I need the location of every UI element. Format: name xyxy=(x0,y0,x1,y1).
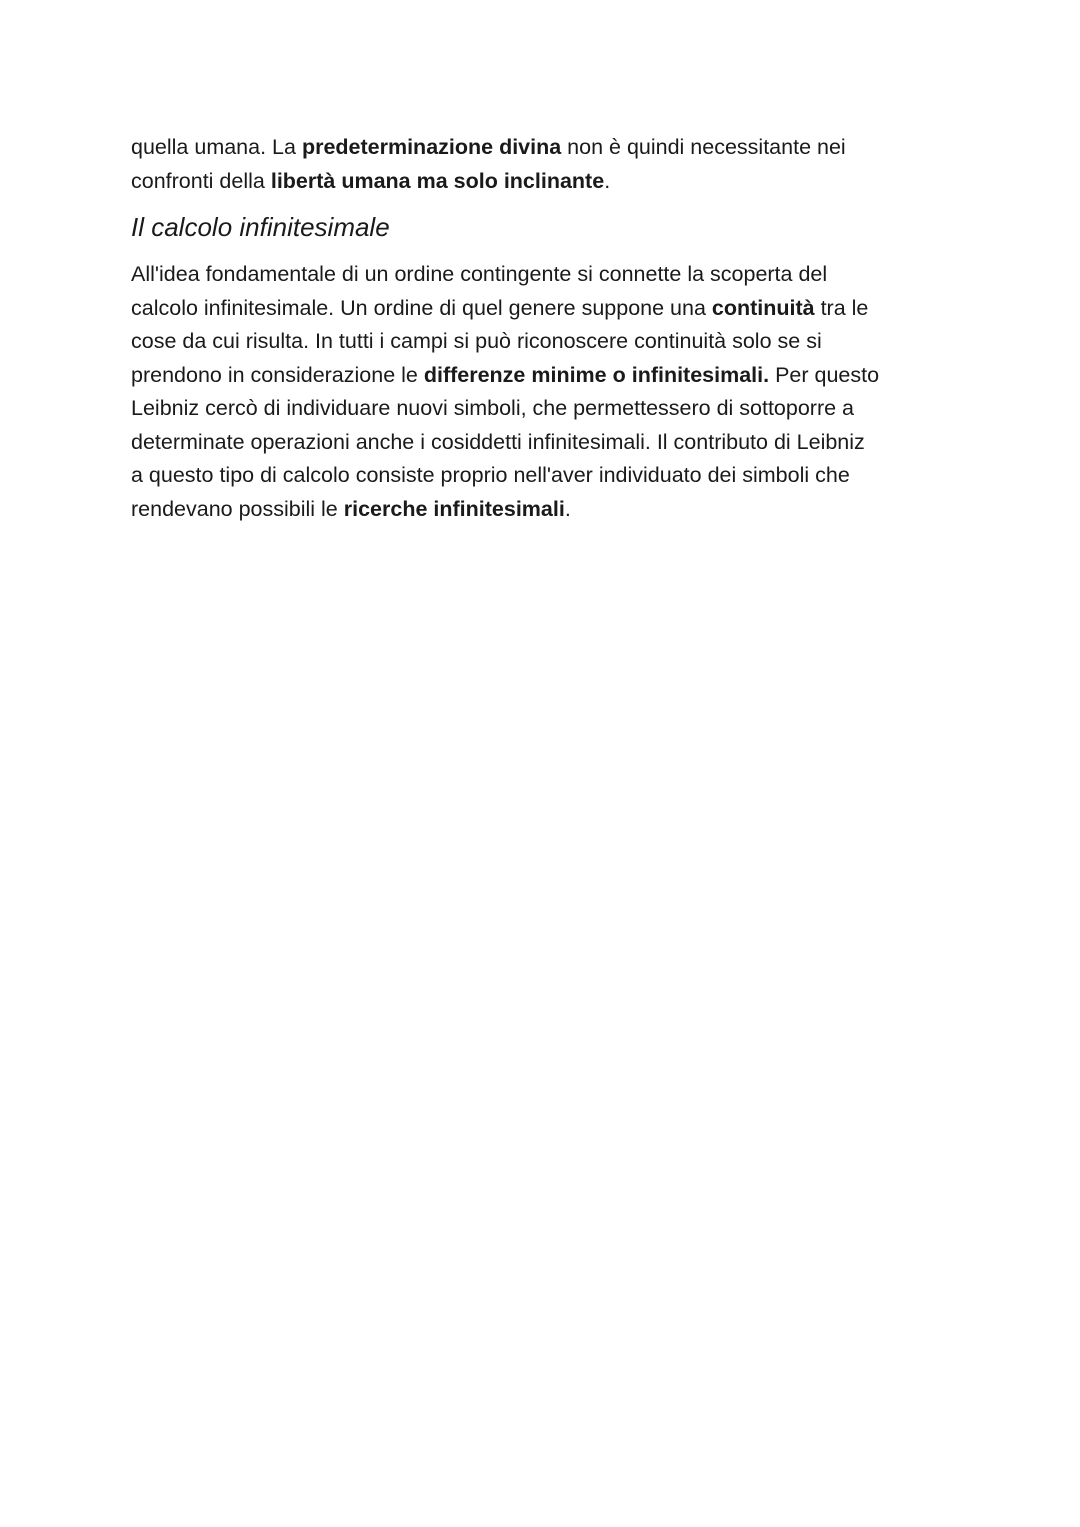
text-run: a questo tipo di calcolo consiste proprio nell'aver individuato dei simboli che xyxy=(131,463,850,487)
bold-text: predeterminazione divina xyxy=(301,135,562,159)
text-run: . xyxy=(604,168,611,193)
text-line xyxy=(131,325,961,359)
text-run: non è quindi necessitante nei xyxy=(561,135,846,159)
text-line xyxy=(131,426,961,460)
text-run: rendevano possibili le xyxy=(131,496,344,521)
text-run: quella umana. La xyxy=(131,135,302,159)
text-line xyxy=(131,493,961,527)
text-line xyxy=(131,292,961,326)
text-line xyxy=(131,459,961,493)
text-run: prendono in considerazione le xyxy=(131,362,424,387)
text-line xyxy=(131,392,961,426)
text-line xyxy=(131,131,961,165)
text-run: cose da cui risulta. In tutti i campi si può riconoscere continuità solo se si xyxy=(131,329,822,353)
bold-text: ricerche infinitesimali xyxy=(343,496,565,521)
document-page xyxy=(131,131,961,526)
text-run: . xyxy=(564,496,571,521)
text-line xyxy=(131,359,961,393)
text-run: Leibniz cercò di individuare nuovi simboli, che permettessero di sottoporre a xyxy=(131,396,855,420)
bold-text: libertà umana ma solo inclinante xyxy=(270,168,605,193)
text-line xyxy=(131,165,961,199)
body-paragraph xyxy=(131,258,961,526)
text-run: determinate operazioni anche i cosiddetti infinitesimali. Il contributo di Leibniz xyxy=(131,429,865,454)
text-run: Per questo xyxy=(769,362,880,387)
text-run: calcolo infinitesimale. Un ordine di quel genere suppone una xyxy=(131,295,712,320)
section-heading: Il calcolo infinitesimale xyxy=(131,212,390,242)
text-run: All'idea fondamentale di un ordine contingente si connette la scoperta del xyxy=(131,262,828,286)
intro-paragraph xyxy=(131,131,961,198)
text-run: tra le xyxy=(814,295,869,320)
bold-text: continuità xyxy=(711,295,815,320)
bold-text: differenze minime o infinitesimali. xyxy=(423,362,770,387)
text-run: confronti della xyxy=(131,168,271,193)
text-line xyxy=(131,258,961,292)
